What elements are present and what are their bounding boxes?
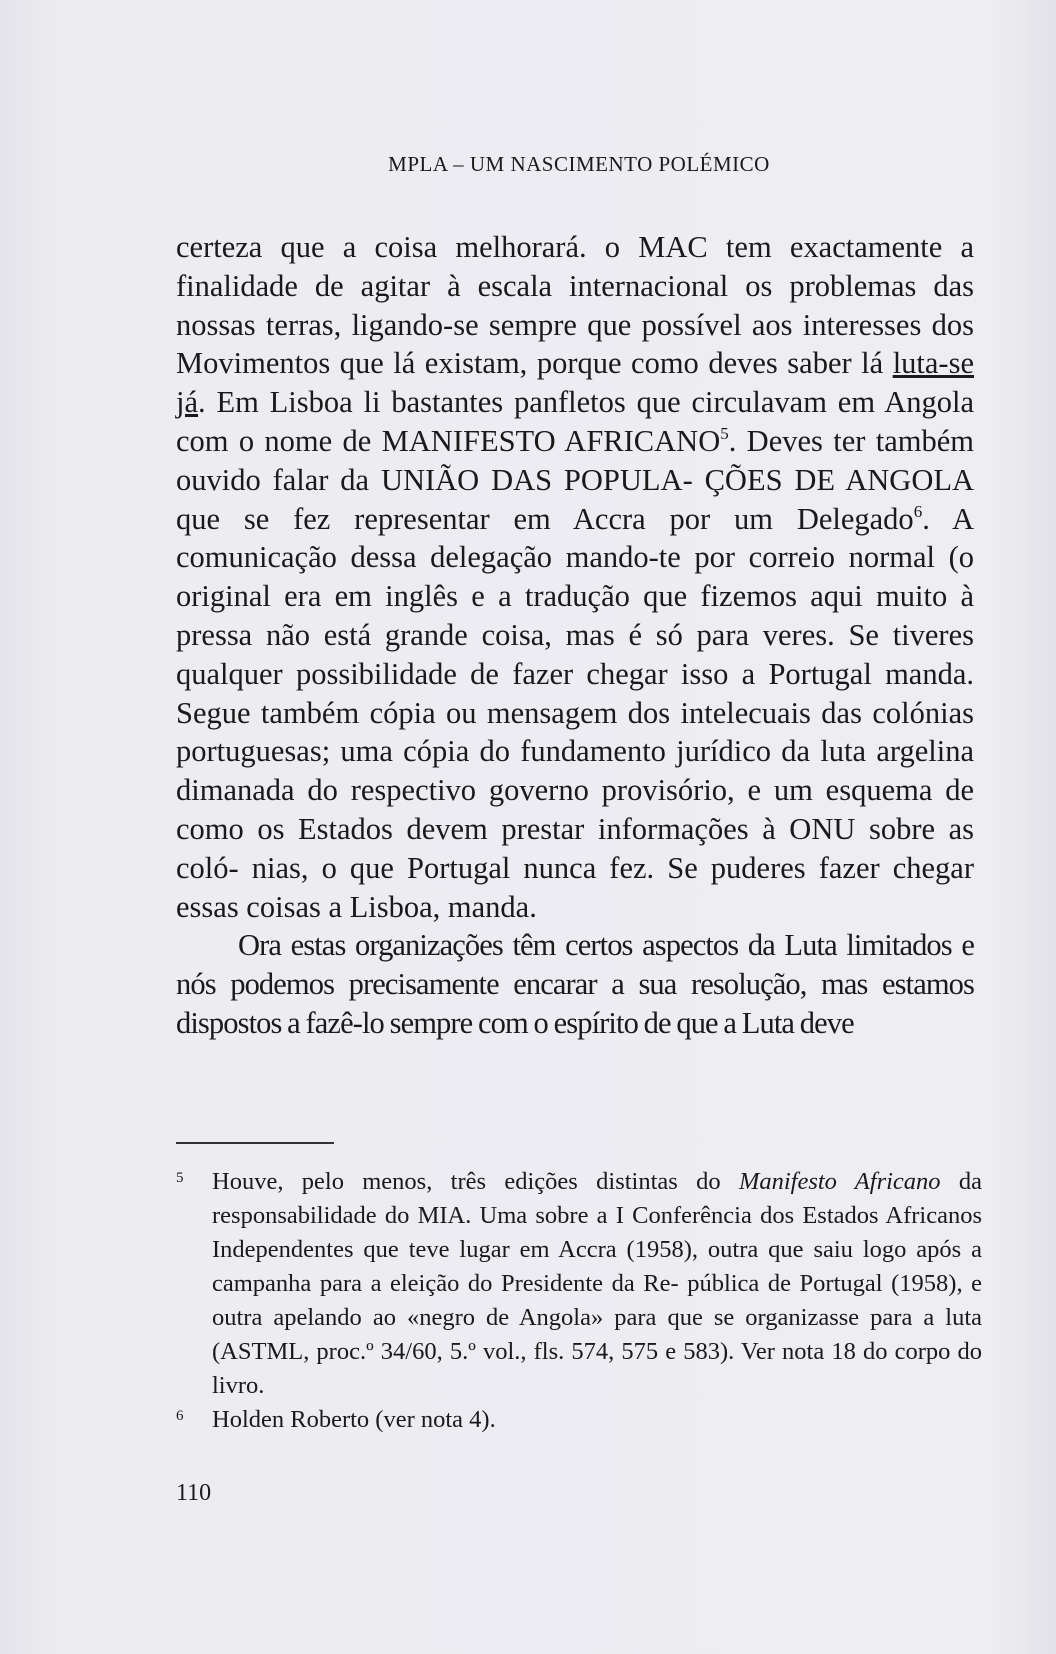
footnote-6-text: Holden Roberto (ver nota 4). — [212, 1406, 496, 1433]
paragraph-1 — [176, 228, 974, 926]
paragraph-1-text-c: . Em Lisboa li bastantes panfletos que circulavam em Angola com o nome de MANIFESTO AFRICANO — [176, 385, 974, 458]
footnote-5-text-b: da responsabilidade do MIA. Uma sobre a I Conferência dos Estados Africanos Independentes que teve lugar em Accra (1958), outra que saiu logo após a campanha para a eleição do Presidente da Re- pública de Portugal (1958), e outra apelando ao «negro de Angola» para que se organizasse para a luta (ASTML, proc.º 34/60, 5.º vol., fls. 574, 575 e 583). Ver nota 18 do corpo do livro. — [212, 1168, 982, 1399]
running-head: MPLA – UM NASCIMENTO POLÉMICO — [388, 152, 770, 176]
footnote-5 — [176, 1165, 982, 1403]
paragraph-1-text-d: . Deves ter também ouvido falar da UNIÃO DAS POPULA- ÇÕES DE ANGOLA que se fez representar em Accra por um Delegado — [176, 423, 974, 536]
footnote-divider — [176, 1142, 334, 1144]
paragraph-2: Ora estas organizações têm certos aspectos da Luta limitados e nós podemos precisamente encarar a sua resolução, mas estamos dispostos a fazê-lo sempre com o espírito de que a Luta deve — [176, 928, 974, 1040]
footnote-5-mark: 5 — [176, 1170, 184, 1186]
footnote-ref-6[interactable]: 6 — [913, 501, 923, 521]
footnote-5-italic-title: Manifesto Africano — [738, 1168, 941, 1195]
body-text — [176, 228, 974, 1043]
paragraph-1-text-e: . A comunicação dessa delegação mando-te por correio normal (o original era em inglês e a tradução que fizemos aqui muito à pressa não está grande coisa, mas é só para veres. Se tiveres qualquer possibilidade de fazer chegar isso a Portugal manda. Segue também cópia ou mensagem dos intelecuais das colónias portuguesas; uma cópia do fundamento jurídico da luta argelina dimanada do respectivo governo provisório, e um esquema de como os Estados devem prestar informações à ONU sobre as coló- nias, o que Portugal nunca fez. Se puderes fazer chegar essas coisas a Lisboa, manda. — [176, 501, 974, 924]
footnote-5-text-a: Houve, pelo menos, três edições distintas do — [212, 1168, 739, 1195]
footnote-ref-5[interactable]: 5 — [720, 423, 729, 443]
footnotes — [176, 1165, 982, 1437]
paragraph-1-text-a: certeza que a coisa melhorará. o MAC tem exactamente a finalidade de agitar à escala internacional os problemas das nossas terras, ligando-se sempre que possível aos interesses dos Movimentos que lá existam, porque como deves saber lá — [176, 230, 974, 381]
footnote-6-mark: 6 — [176, 1408, 184, 1424]
page-number: 110 — [176, 1480, 212, 1506]
footnote-6 — [176, 1403, 982, 1437]
footnote-5-text — [212, 1165, 982, 1403]
underlined-phrase: luta-se já — [176, 346, 974, 420]
